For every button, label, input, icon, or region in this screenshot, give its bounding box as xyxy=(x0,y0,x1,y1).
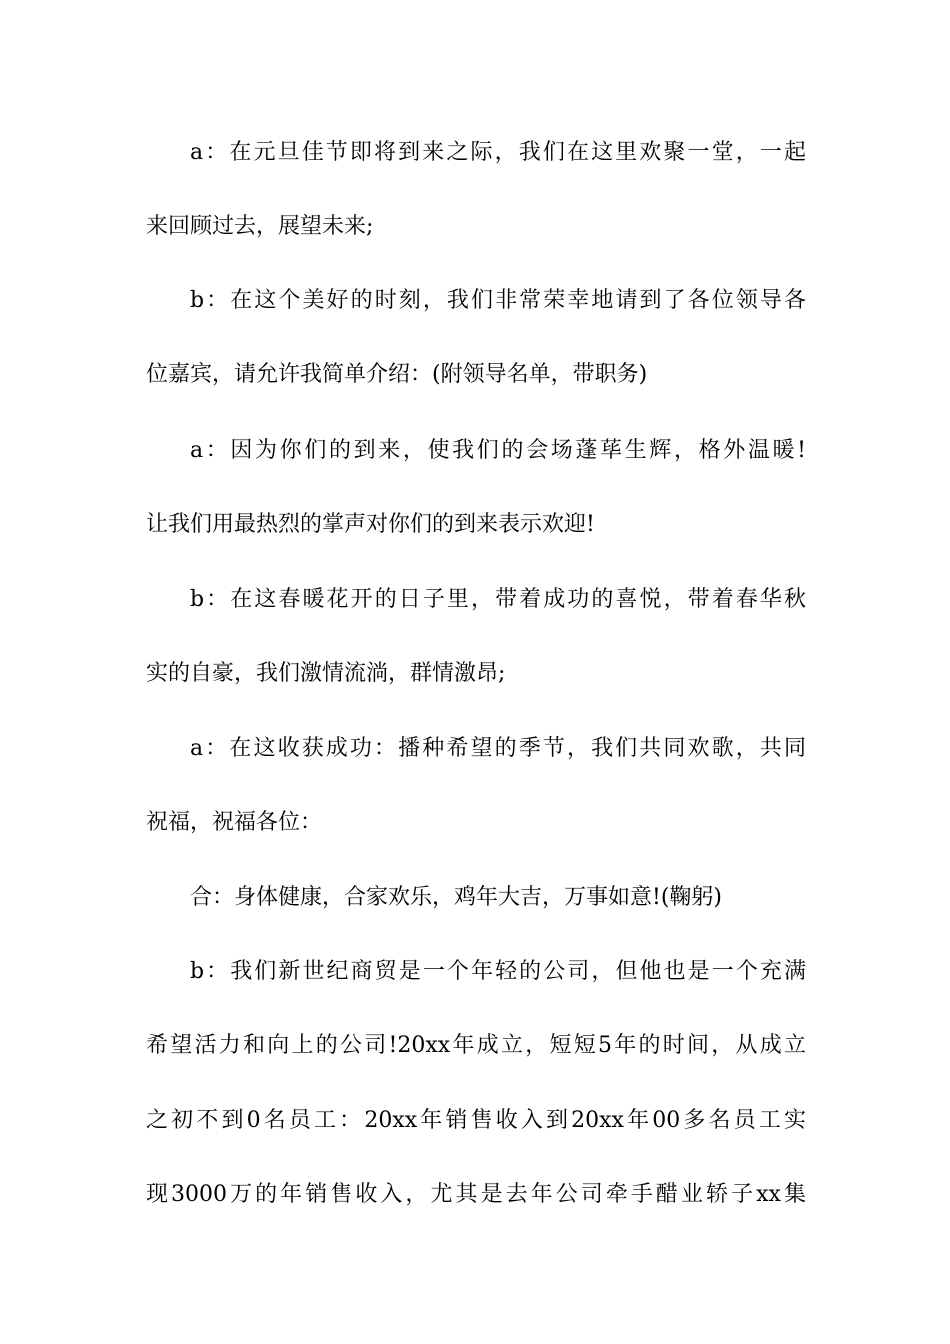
paragraph-a-3-line-1: a：在这收获成功：播种希望的季节，我们共同欢歌，共同 xyxy=(190,736,806,761)
paragraph-together-line-1: 合：身体健康，合家欢乐，鸡年大吉，万事如意!(鞠躬) xyxy=(190,885,723,910)
paragraph-b-1-line-2: 位嘉宾，请允许我简单介绍：(附领导名单，带职务) xyxy=(146,362,648,387)
paragraph-b-2-line-1: b：在这春暖花开的日子里，带着成功的喜悦，带着春华秋 xyxy=(190,587,806,612)
paragraph-b-3-line-3: 之初不到0名员工：20xx年销售收入到20xx年00多名员工实 xyxy=(146,1108,806,1133)
paragraph-b-3-line-1: b：我们新世纪商贸是一个年轻的公司，但他也是一个充满 xyxy=(190,959,806,984)
paragraph-a-2-line-1: a：因为你们的到来，使我们的会场蓬荜生辉，格外温暖! xyxy=(190,438,806,463)
paragraph-a-1-line-1: a：在元旦佳节即将到来之际，我们在这里欢聚一堂，一起 xyxy=(190,140,806,165)
paragraph-b-3-line-4: 现3000万的年销售收入，尤其是去年公司牵手醋业轿子xx集 xyxy=(146,1182,806,1207)
paragraph-b-3-line-2: 希望活力和向上的公司!20xx年成立，短短5年的时间，从成立 xyxy=(146,1033,806,1058)
paragraph-b-2-line-2: 实的自豪，我们激情流淌，群情激昂; xyxy=(146,661,506,686)
paragraph-b-1-line-1: b：在这个美好的时刻，我们非常荣幸地请到了各位领导各 xyxy=(190,288,806,313)
paragraph-a-1-line-2: 来回顾过去，展望未来; xyxy=(146,214,374,239)
paragraph-a-3-line-2: 祝福，祝福各位： xyxy=(146,810,323,835)
paragraph-a-2-line-2: 让我们用最热烈的掌声对你们的到来表示欢迎! xyxy=(146,512,595,537)
